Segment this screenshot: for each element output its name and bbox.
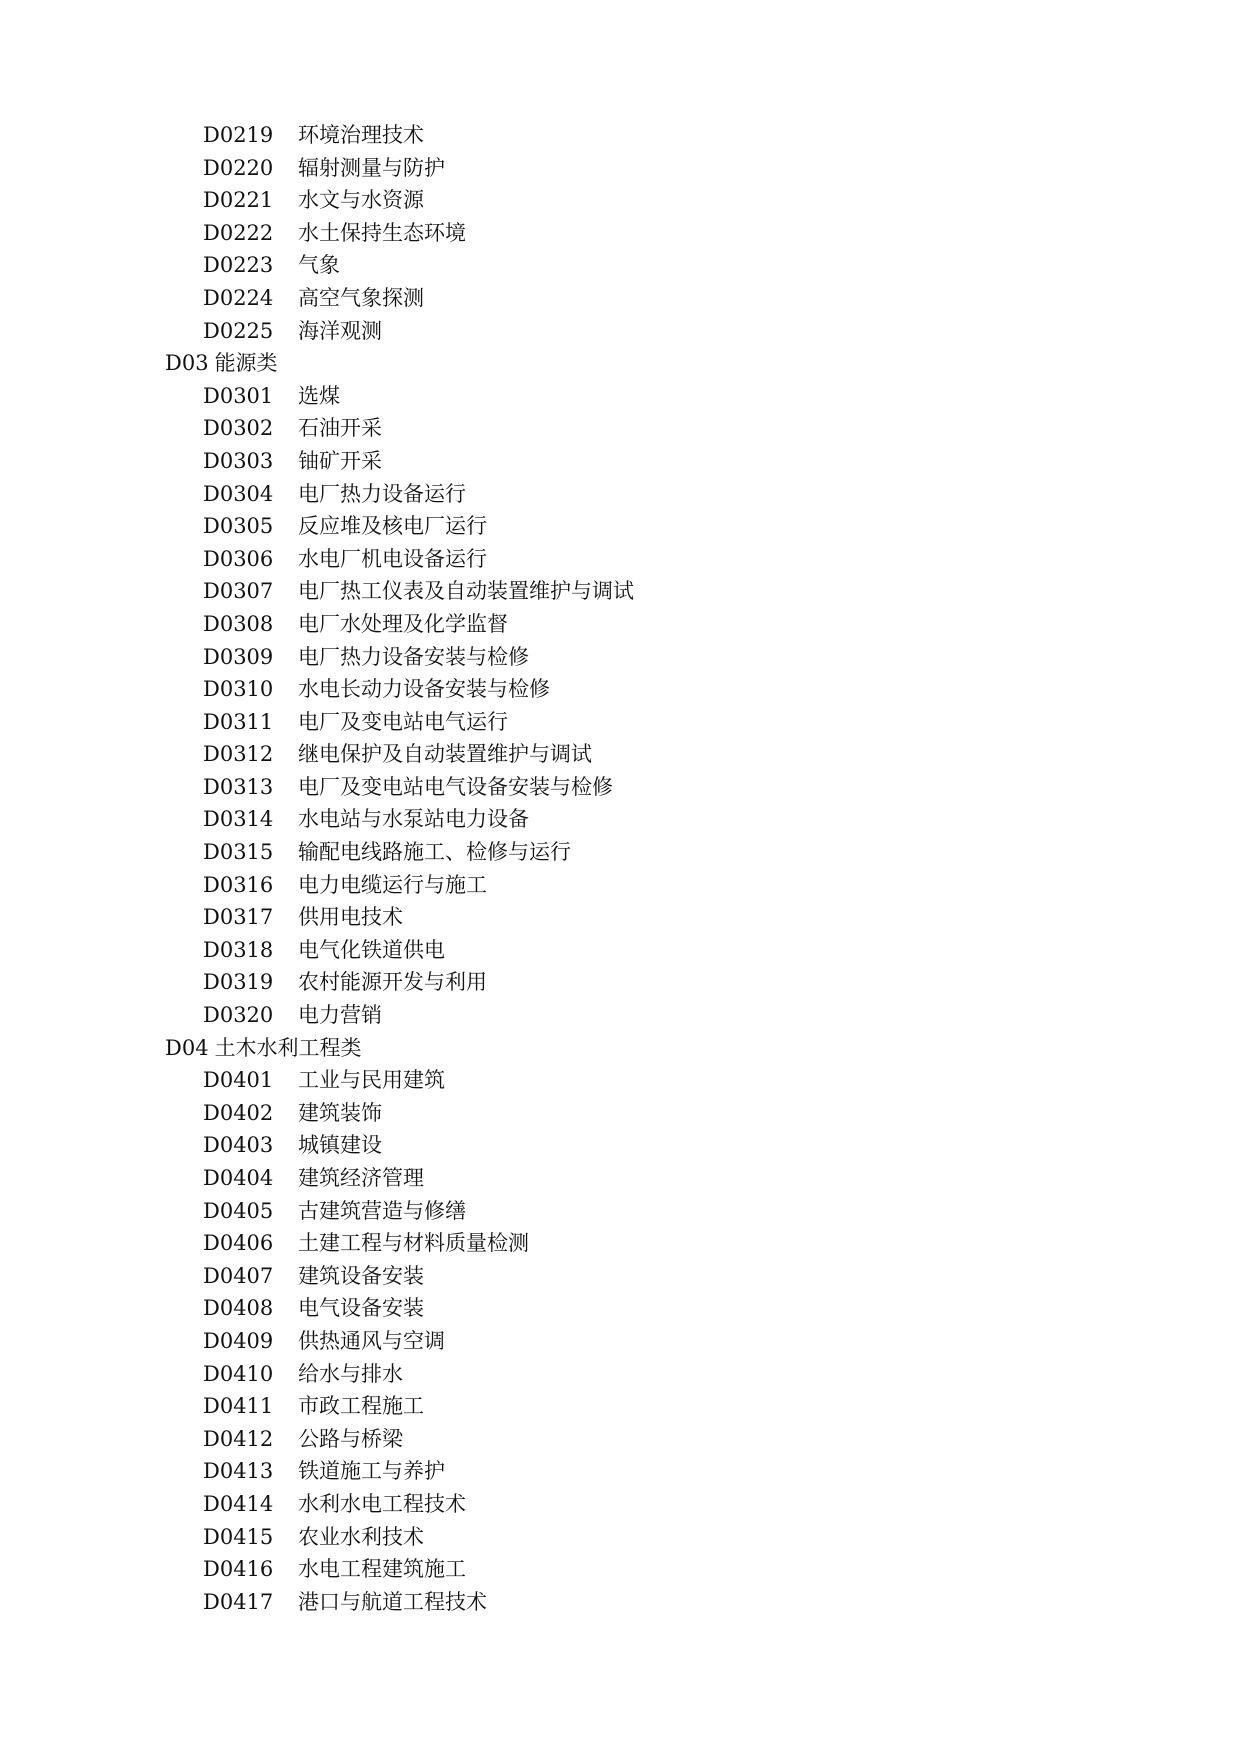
program-name: 农村能源开发与利用	[298, 970, 487, 995]
program-name: 辐射测量与防护	[298, 155, 445, 180]
list-item	[0, 510, 1241, 543]
program-name: 水电厂机电设备运行	[298, 546, 487, 571]
program-list	[0, 119, 1241, 1618]
list-item	[0, 412, 1241, 445]
program-code: D0406	[203, 1231, 274, 1256]
program-name: 古建筑营造与修缮	[298, 1198, 466, 1223]
list-item	[0, 836, 1241, 869]
list-item	[0, 119, 1241, 152]
program-code: D0301	[203, 383, 274, 408]
program-name: 海洋观测	[298, 318, 382, 343]
list-item	[0, 1064, 1241, 1097]
list-item	[0, 1325, 1241, 1358]
program-code: D0320	[203, 1003, 274, 1028]
list-item	[0, 869, 1241, 902]
program-code: D0417	[203, 1589, 274, 1614]
program-code: D0309	[203, 644, 274, 669]
program-name: 城镇建设	[298, 1133, 382, 1158]
list-item	[0, 282, 1241, 315]
program-code: D0306	[203, 546, 274, 571]
list-item	[0, 1227, 1241, 1260]
program-code: D0405	[203, 1198, 274, 1223]
list-item	[0, 1586, 1241, 1619]
program-name: 电厂热工仪表及自动装置维护与调试	[298, 579, 634, 604]
program-name: 建筑设备安装	[298, 1263, 424, 1288]
program-name: 电气设备安装	[298, 1296, 424, 1321]
program-code: D0317	[203, 905, 274, 930]
list-item	[0, 673, 1241, 706]
program-code: D0305	[203, 514, 274, 539]
program-name: 电厂及变电站电气运行	[298, 709, 508, 734]
list-item	[0, 217, 1241, 250]
program-name: 工业与民用建筑	[298, 1068, 445, 1093]
program-code: D0415	[203, 1524, 274, 1549]
program-name: 选煤	[298, 383, 340, 408]
program-name: 气象	[298, 253, 340, 278]
program-name: 铀矿开采	[298, 448, 382, 473]
list-item	[0, 380, 1241, 413]
list-item	[0, 1358, 1241, 1391]
program-name: 水电长动力设备安装与检修	[298, 677, 550, 702]
list-item	[0, 934, 1241, 967]
program-name: 电厂热力设备运行	[298, 481, 466, 506]
program-name: 供热通风与空调	[298, 1328, 445, 1353]
program-name: 供用电技术	[298, 905, 403, 930]
program-code: D0401	[203, 1068, 274, 1093]
program-code: D0312	[203, 742, 274, 767]
list-item	[0, 1129, 1241, 1162]
list-item	[0, 152, 1241, 185]
program-code: D0402	[203, 1100, 274, 1125]
list-item	[0, 315, 1241, 348]
program-code: D0403	[203, 1133, 274, 1158]
list-item	[0, 1553, 1241, 1586]
program-code: D0307	[203, 579, 274, 604]
list-item	[0, 1097, 1241, 1130]
program-code: D0407	[203, 1263, 274, 1288]
program-code: D0313	[203, 774, 274, 799]
list-item	[0, 249, 1241, 282]
program-code: D0318	[203, 937, 274, 962]
list-item	[0, 1195, 1241, 1228]
list-item	[0, 1260, 1241, 1293]
program-code: D0221	[203, 188, 274, 213]
category-heading	[0, 1032, 1241, 1065]
list-item	[0, 608, 1241, 641]
program-name: 电力营销	[298, 1003, 382, 1028]
program-code: D0409	[203, 1328, 274, 1353]
program-name: 建筑经济管理	[298, 1166, 424, 1190]
program-name: 电气化铁道供电	[298, 937, 445, 962]
program-code: D0316	[203, 872, 274, 897]
program-name: 港口与航道工程技术	[298, 1589, 487, 1614]
category-name: 土木水利工程类	[214, 1035, 362, 1060]
program-name: 给水与排水	[298, 1361, 403, 1386]
program-code: D0303	[203, 448, 274, 473]
program-name: 水文与水资源	[298, 188, 424, 213]
list-item	[0, 1521, 1241, 1554]
program-name: 建筑装饰	[298, 1100, 382, 1125]
list-item	[0, 1292, 1241, 1325]
list-item	[0, 966, 1241, 999]
list-item	[0, 445, 1241, 478]
list-item	[0, 999, 1241, 1032]
program-name: 水土保持生态环境	[298, 220, 466, 245]
program-name: 公路与桥梁	[298, 1426, 403, 1451]
program-name: 铁道施工与养护	[298, 1459, 445, 1484]
list-item	[0, 1488, 1241, 1521]
program-code: D0223	[203, 253, 274, 278]
program-code: D0224	[203, 285, 274, 310]
program-name: 电力电缆运行与施工	[298, 872, 487, 897]
list-item	[0, 1423, 1241, 1456]
program-name: 水电工程建筑施工	[298, 1557, 466, 1582]
program-code: D0319	[203, 970, 274, 995]
program-code: D0222	[203, 220, 274, 245]
program-code: D0404	[203, 1166, 274, 1190]
list-item	[0, 478, 1241, 511]
program-code: D0408	[203, 1296, 274, 1321]
program-name: 反应堆及核电厂运行	[298, 514, 487, 539]
program-code: D0308	[203, 611, 274, 636]
program-code: D0410	[203, 1361, 274, 1386]
list-item	[0, 738, 1241, 771]
list-item	[0, 1162, 1241, 1195]
program-name: 水电站与水泵站电力设备	[298, 807, 529, 832]
list-item	[0, 803, 1241, 836]
program-code: D0416	[203, 1557, 274, 1582]
program-code: D0311	[203, 709, 274, 734]
program-code: D0414	[203, 1491, 274, 1516]
program-name: 石油开采	[298, 416, 382, 441]
program-code: D0304	[203, 481, 274, 506]
program-code: D0225	[203, 318, 274, 343]
list-item	[0, 771, 1241, 804]
program-name: 继电保护及自动装置维护与调试	[298, 742, 592, 767]
program-code: D0412	[203, 1426, 274, 1451]
program-name: 输配电线路施工、检修与运行	[298, 840, 571, 865]
program-code: D0310	[203, 677, 274, 702]
list-item	[0, 184, 1241, 217]
list-item	[0, 706, 1241, 739]
program-name: 土建工程与材料质量检测	[298, 1231, 529, 1256]
list-item	[0, 1390, 1241, 1423]
program-code: D0411	[203, 1394, 274, 1419]
program-code: D0219	[203, 123, 274, 147]
program-name: 市政工程施工	[298, 1394, 424, 1419]
program-code: D0413	[203, 1459, 274, 1484]
category-code: D03	[165, 351, 209, 376]
program-code: D0314	[203, 807, 274, 832]
list-item	[0, 1455, 1241, 1488]
category-heading	[0, 347, 1241, 380]
program-name: 环境治理技术	[298, 123, 424, 147]
program-name: 电厂及变电站电气设备安装与检修	[298, 774, 613, 799]
program-code: D0302	[203, 416, 274, 441]
program-name: 电厂热力设备安装与检修	[298, 644, 529, 669]
list-item	[0, 641, 1241, 674]
list-item	[0, 901, 1241, 934]
program-name: 高空气象探测	[298, 285, 424, 310]
program-name: 农业水利技术	[298, 1524, 424, 1549]
category-name: 能源类	[214, 351, 278, 376]
program-name: 电厂水处理及化学监督	[298, 611, 508, 636]
program-code: D0315	[203, 840, 274, 865]
list-item	[0, 575, 1241, 608]
list-item	[0, 543, 1241, 576]
program-name: 水利水电工程技术	[298, 1491, 466, 1516]
category-code: D04	[165, 1035, 209, 1060]
program-code: D0220	[203, 155, 274, 180]
